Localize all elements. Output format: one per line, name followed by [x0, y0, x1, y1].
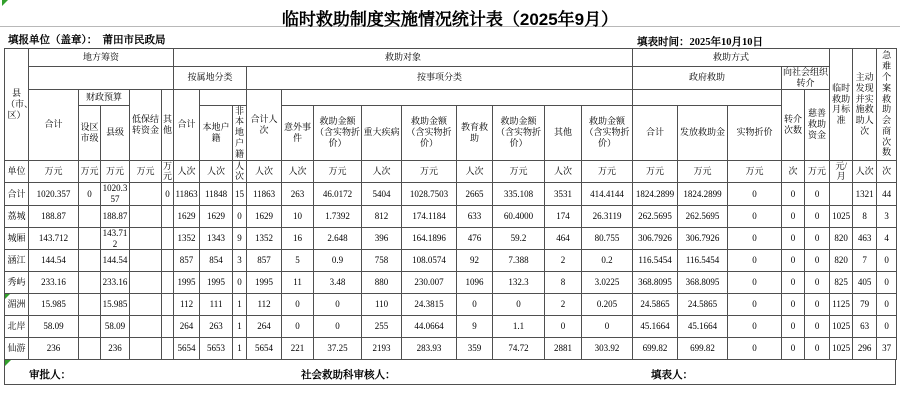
data-cell[interactable]: 0.2: [582, 250, 633, 272]
header-education[interactable]: 教育救助: [457, 105, 493, 160]
data-cell[interactable]: 1629: [174, 205, 200, 227]
data-cell[interactable]: 0: [728, 227, 782, 250]
data-cell[interactable]: [162, 316, 174, 338]
header-group-social-referral[interactable]: 向社会组织转介: [783, 67, 829, 88]
data-cell[interactable]: [162, 294, 174, 316]
data-cell[interactable]: 15.985: [101, 294, 130, 316]
data-cell[interactable]: 116.5454: [678, 250, 728, 272]
data-cell[interactable]: 5654: [247, 338, 282, 360]
data-cell[interactable]: 37.25: [314, 338, 362, 360]
data-cell[interactable]: 188.87: [29, 205, 79, 227]
fill-date-label: 填表时间：: [637, 37, 690, 48]
unit-cell[interactable]: 万元: [314, 160, 362, 183]
data-cell[interactable]: 633: [457, 205, 493, 227]
unit-cell[interactable]: 人次: [200, 160, 233, 183]
data-cell[interactable]: 0.205: [582, 294, 633, 316]
data-cell[interactable]: [130, 294, 162, 316]
header-illness[interactable]: 重大疾病: [362, 105, 402, 160]
data-cell[interactable]: [79, 272, 101, 294]
header-case-meeting[interactable]: 急难个案救助会商次数: [877, 49, 897, 161]
data-cell[interactable]: 37: [877, 338, 897, 360]
data-cell[interactable]: 9: [457, 316, 493, 338]
data-cell[interactable]: 59.2: [493, 227, 545, 250]
data-cell[interactable]: 4: [877, 227, 897, 250]
data-cell[interactable]: 255: [362, 316, 402, 338]
data-cell[interactable]: 825: [830, 272, 853, 294]
data-cell[interactable]: 405: [853, 272, 877, 294]
table-row: [5, 272, 897, 294]
reporting-unit: [8, 32, 166, 47]
data-cell[interactable]: [130, 205, 162, 227]
data-cell[interactable]: 8: [545, 272, 582, 294]
unit-cell[interactable]: 人次: [233, 160, 247, 183]
table-row: [5, 250, 897, 272]
data-cell[interactable]: 11863: [247, 183, 282, 206]
row-label-cell[interactable]: 荔城: [5, 205, 29, 227]
data-cell[interactable]: 0: [805, 316, 830, 338]
data-cell[interactable]: 24.5865: [678, 294, 728, 316]
header-local-other[interactable]: 其他: [162, 89, 174, 160]
reviewer-label: 社会救助科审核人：: [301, 370, 396, 382]
data-cell[interactable]: 46.0172: [314, 183, 362, 206]
table-row: [5, 205, 897, 227]
data-cell[interactable]: 144.54: [29, 250, 79, 272]
unit-cell[interactable]: 万元: [805, 160, 830, 183]
unit-cell[interactable]: 万元: [163, 160, 173, 182]
data-cell[interactable]: 11848: [200, 183, 233, 206]
data-cell[interactable]: 74.72: [493, 338, 545, 360]
header-item-other[interactable]: 其他: [545, 105, 582, 160]
data-cell[interactable]: [162, 250, 174, 272]
data-cell[interactable]: [130, 183, 162, 206]
header-place-total[interactable]: 合计: [174, 89, 200, 160]
preparer-label: 填表人：: [651, 370, 693, 382]
unit-cell[interactable]: 次: [877, 160, 897, 183]
data-cell[interactable]: 144.54: [101, 250, 130, 272]
data-cell[interactable]: [162, 272, 174, 294]
header-city-level[interactable]: 设区市级: [79, 105, 101, 160]
data-cell[interactable]: 1025: [830, 338, 853, 360]
data-cell[interactable]: 0: [233, 272, 247, 294]
data-cell[interactable]: [162, 338, 174, 360]
data-cell[interactable]: 79: [853, 294, 877, 316]
data-cell[interactable]: 368.8095: [633, 272, 678, 294]
data-cell[interactable]: 1995: [174, 272, 200, 294]
data-cell[interactable]: 296: [853, 338, 877, 360]
data-cell[interactable]: 1025: [830, 205, 853, 227]
data-cell[interactable]: 60.4000: [493, 205, 545, 227]
unit-cell[interactable]: 万元: [79, 160, 101, 183]
data-cell[interactable]: 1028.7503: [402, 183, 457, 206]
unit-cell[interactable]: 万元: [402, 160, 457, 183]
header-hukou-spacer[interactable]: [200, 89, 247, 105]
data-cell[interactable]: 0: [782, 205, 805, 227]
header-group-local-funding[interactable]: 地方筹资: [29, 49, 174, 67]
meta-row: [0, 27, 900, 48]
unit-cell[interactable]: 人次: [247, 160, 282, 183]
data-cell[interactable]: 2193: [362, 338, 402, 360]
data-cell[interactable]: 11863: [174, 183, 200, 206]
data-cell[interactable]: 0: [314, 294, 362, 316]
unit-cell[interactable]: 人次: [545, 160, 582, 183]
data-cell[interactable]: 699.82: [633, 338, 678, 360]
header-accident-amount[interactable]: 救助金额（含实物折价）: [314, 105, 362, 160]
data-cell[interactable]: 0: [782, 272, 805, 294]
data-cell[interactable]: [162, 227, 174, 250]
header-by-item-spacer[interactable]: [282, 89, 633, 105]
data-cell[interactable]: 7.388: [493, 250, 545, 272]
data-cell[interactable]: 0: [782, 338, 805, 360]
table-body: [5, 183, 897, 360]
header-region-col[interactable]: 县（市、区）: [5, 49, 29, 161]
data-cell[interactable]: 0: [314, 316, 362, 338]
data-cell[interactable]: 16: [282, 227, 314, 250]
data-cell[interactable]: 1020.357: [29, 183, 79, 206]
data-cell[interactable]: 820: [830, 227, 853, 250]
data-cell[interactable]: 812: [362, 205, 402, 227]
data-cell[interactable]: 880: [362, 272, 402, 294]
data-cell[interactable]: 3.48: [314, 272, 362, 294]
header-illness-amount[interactable]: 救助金额（含实物折价）: [402, 105, 457, 160]
data-cell[interactable]: 108.0574: [402, 250, 457, 272]
data-cell[interactable]: 1: [233, 338, 247, 360]
data-cell[interactable]: 143.712: [29, 227, 79, 250]
row-label-cell[interactable]: 北岸: [5, 316, 29, 338]
units-row: [5, 160, 897, 183]
data-cell[interactable]: 0: [877, 272, 897, 294]
approver-label: 审批人：: [29, 370, 71, 382]
data-cell[interactable]: [130, 272, 162, 294]
data-cell[interactable]: 1125: [830, 294, 853, 316]
header-monthly-standard[interactable]: 临时救助月标准: [830, 49, 853, 161]
data-cell[interactable]: 0: [457, 294, 493, 316]
data-cell[interactable]: 0: [805, 272, 830, 294]
header-other-amount[interactable]: 救助金额（含实物折价）: [582, 105, 633, 160]
unit-cell[interactable]: 万元: [130, 160, 162, 183]
unit-cell[interactable]: 人次: [362, 160, 402, 183]
data-cell[interactable]: 1343: [200, 227, 233, 250]
data-cell[interactable]: 1352: [247, 227, 282, 250]
header-proactive-rescue[interactable]: 主动发现并实施救助人次: [853, 49, 877, 161]
data-cell[interactable]: 0: [805, 227, 830, 250]
header-nonlocal-hukou[interactable]: 非本地户籍: [233, 105, 247, 160]
data-cell[interactable]: 233.16: [29, 272, 79, 294]
data-cell[interactable]: 0: [782, 227, 805, 250]
data-cell[interactable]: 44: [877, 183, 897, 206]
header-education-amount[interactable]: 救助金额（含实物折价）: [493, 105, 545, 160]
header-dibao-fund[interactable]: 低保结转资金: [130, 89, 162, 160]
data-cell[interactable]: 264: [247, 316, 282, 338]
data-cell[interactable]: [79, 294, 101, 316]
data-cell[interactable]: 0: [782, 250, 805, 272]
data-cell[interactable]: 0: [728, 250, 782, 272]
data-cell[interactable]: 236: [29, 338, 79, 360]
signature-row: [4, 360, 896, 385]
data-cell[interactable]: 359: [457, 338, 493, 360]
data-cell[interactable]: 857: [174, 250, 200, 272]
data-cell[interactable]: 1629: [247, 205, 282, 227]
row-label-cell[interactable]: 城厢: [5, 227, 29, 250]
unit-cell[interactable]: 万元: [101, 160, 130, 183]
reporting-unit-value: 莆田市民政局: [102, 35, 166, 46]
data-cell[interactable]: 1.1: [493, 316, 545, 338]
data-cell[interactable]: 0: [282, 316, 314, 338]
data-cell[interactable]: 92: [457, 250, 493, 272]
data-cell[interactable]: 15: [233, 183, 247, 206]
data-cell[interactable]: 0: [545, 316, 582, 338]
data-cell[interactable]: 476: [457, 227, 493, 250]
data-cell[interactable]: 0: [782, 183, 805, 206]
header-charity-fund[interactable]: 慈善救助资金: [805, 89, 830, 160]
row-label-cell[interactable]: 秀屿: [5, 272, 29, 294]
unit-cell[interactable]: 人次: [457, 160, 493, 183]
unit-cell[interactable]: 元/月: [830, 160, 853, 183]
unit-cell[interactable]: 万元: [493, 160, 545, 183]
data-cell[interactable]: 1096: [457, 272, 493, 294]
data-cell[interactable]: 15.985: [29, 294, 79, 316]
data-cell[interactable]: [130, 316, 162, 338]
data-cell[interactable]: 24.3815: [402, 294, 457, 316]
data-cell[interactable]: 0: [877, 316, 897, 338]
data-cell[interactable]: 758: [362, 250, 402, 272]
data-cell[interactable]: 0: [877, 294, 897, 316]
data-cell[interactable]: 1995: [247, 272, 282, 294]
data-cell[interactable]: 9: [233, 227, 247, 250]
header-total-visits[interactable]: 合计人次: [247, 89, 282, 160]
data-cell[interactable]: 26.3119: [582, 205, 633, 227]
data-cell[interactable]: 1025: [830, 316, 853, 338]
data-cell[interactable]: 2881: [545, 338, 582, 360]
data-cell[interactable]: 188.87: [101, 205, 130, 227]
data-cell[interactable]: 174.1184: [402, 205, 457, 227]
data-cell[interactable]: 0: [805, 294, 830, 316]
data-cell[interactable]: 820: [830, 250, 853, 272]
data-cell[interactable]: 1995: [200, 272, 233, 294]
data-cell[interactable]: 1: [233, 316, 247, 338]
data-cell[interactable]: 335.108: [493, 183, 545, 206]
header-local-hukou[interactable]: 本地户籍: [200, 105, 233, 160]
data-cell[interactable]: 143.712: [101, 227, 130, 250]
data-cell[interactable]: [130, 338, 162, 360]
header-local-total[interactable]: 合计: [29, 89, 79, 160]
data-cell[interactable]: [130, 227, 162, 250]
data-cell[interactable]: 306.7926: [633, 227, 678, 250]
data-cell[interactable]: 0: [79, 183, 101, 206]
header-group-fiscal-budget[interactable]: 财政预算: [79, 89, 130, 105]
data-cell[interactable]: 112: [174, 294, 200, 316]
row-label-cell[interactable]: 仙游: [5, 338, 29, 360]
data-cell[interactable]: 857: [247, 250, 282, 272]
data-cell[interactable]: 0: [582, 316, 633, 338]
cell-flag-icon: [5, 360, 11, 366]
data-cell[interactable]: 262.5695: [678, 205, 728, 227]
data-cell[interactable]: 0: [877, 250, 897, 272]
data-cell[interactable]: 1: [233, 294, 247, 316]
data-cell[interactable]: 24.5865: [633, 294, 678, 316]
page-title: 临时救助制度实施情况统计表（2025年9月）: [0, 0, 900, 27]
unit-cell[interactable]: 人次: [174, 160, 200, 183]
data-cell[interactable]: [79, 250, 101, 272]
data-cell[interactable]: 0: [162, 183, 174, 206]
table-row: [5, 183, 897, 206]
header-inkind[interactable]: 实物折价: [728, 105, 782, 160]
data-cell[interactable]: 10: [282, 205, 314, 227]
data-cell[interactable]: 1020.357: [101, 183, 130, 206]
data-cell[interactable]: 132.3: [493, 272, 545, 294]
header-referral-count[interactable]: 转介次数: [782, 89, 805, 160]
unit-cell[interactable]: 万元: [728, 160, 782, 183]
header-county-level[interactable]: 县级: [101, 105, 130, 160]
cell-flag-icon: [2, 0, 8, 6]
header-grant-money[interactable]: 发放救助金: [678, 105, 728, 160]
data-cell[interactable]: 1629: [200, 205, 233, 227]
data-cell[interactable]: 2.648: [314, 227, 362, 250]
row-label-cell[interactable]: 湄洲: [5, 294, 29, 316]
data-cell[interactable]: 7: [853, 250, 877, 272]
data-cell[interactable]: 5404: [362, 183, 402, 206]
data-cell[interactable]: 0: [805, 205, 830, 227]
data-cell[interactable]: 306.7926: [678, 227, 728, 250]
data-cell[interactable]: 111: [200, 294, 233, 316]
header-accident[interactable]: 意外事件: [282, 105, 314, 160]
data-cell[interactable]: 0: [493, 294, 545, 316]
reporting-unit-label: 填报单位（盖章）：: [8, 35, 98, 46]
row-label-cell[interactable]: 合计: [5, 183, 29, 206]
data-cell[interactable]: 283.93: [402, 338, 457, 360]
data-cell[interactable]: 264: [174, 316, 200, 338]
data-cell[interactable]: 464: [545, 227, 582, 250]
data-cell[interactable]: 414.4144: [582, 183, 633, 206]
header-group-by-place[interactable]: 按属地分类: [174, 67, 247, 90]
data-cell[interactable]: 1352: [174, 227, 200, 250]
fill-date: [637, 34, 763, 49]
data-cell[interactable]: 263: [200, 316, 233, 338]
data-cell[interactable]: 1.7392: [314, 205, 362, 227]
data-cell[interactable]: 164.1896: [402, 227, 457, 250]
data-cell[interactable]: 0: [728, 205, 782, 227]
header-gov-total[interactable]: 合计: [633, 105, 678, 160]
data-cell[interactable]: 0: [282, 294, 314, 316]
data-cell[interactable]: 1824.2899: [633, 183, 678, 206]
unit-cell[interactable]: 人次: [282, 160, 314, 183]
data-cell[interactable]: [79, 316, 101, 338]
unit-cell[interactable]: 次: [782, 160, 805, 183]
data-cell[interactable]: 262.5695: [633, 205, 678, 227]
table-row: [5, 316, 897, 338]
table-row: [5, 227, 897, 250]
data-cell[interactable]: 8: [853, 205, 877, 227]
unit-cell[interactable]: 万元: [633, 160, 678, 183]
data-cell[interactable]: 263: [282, 183, 314, 206]
data-cell[interactable]: 230.007: [402, 272, 457, 294]
data-cell[interactable]: 0: [805, 250, 830, 272]
data-cell[interactable]: 854: [200, 250, 233, 272]
data-cell[interactable]: [130, 250, 162, 272]
data-cell[interactable]: 0: [805, 338, 830, 360]
data-cell[interactable]: [162, 205, 174, 227]
data-cell[interactable]: 303.92: [582, 338, 633, 360]
unit-cell[interactable]: 万元: [582, 160, 633, 183]
data-cell[interactable]: 0: [782, 294, 805, 316]
data-cell[interactable]: [79, 338, 101, 360]
data-cell[interactable]: 3531: [545, 183, 582, 206]
data-cell[interactable]: 174: [545, 205, 582, 227]
header-group-by-item[interactable]: 按事项分类: [247, 67, 633, 90]
data-cell[interactable]: 236: [101, 338, 130, 360]
data-cell[interactable]: 396: [362, 227, 402, 250]
data-cell[interactable]: 2: [545, 250, 582, 272]
data-cell[interactable]: 0: [233, 205, 247, 227]
unit-cell[interactable]: 人次: [853, 160, 877, 183]
header-group-aid-methods[interactable]: 救助方式: [633, 49, 830, 67]
data-cell[interactable]: 5653: [200, 338, 233, 360]
data-cell[interactable]: [79, 205, 101, 227]
data-cell[interactable]: 368.8095: [678, 272, 728, 294]
header-local-funding-spacer[interactable]: [29, 67, 174, 90]
data-cell[interactable]: [830, 183, 853, 206]
data-cell[interactable]: 116.5454: [633, 250, 678, 272]
data-cell[interactable]: 110: [362, 294, 402, 316]
data-cell[interactable]: 2: [545, 294, 582, 316]
table-row: [5, 338, 897, 360]
data-cell[interactable]: 0: [782, 316, 805, 338]
data-cell[interactable]: 699.82: [678, 338, 728, 360]
data-cell[interactable]: 1321: [853, 183, 877, 206]
data-cell[interactable]: 0.9: [314, 250, 362, 272]
data-cell[interactable]: 112: [247, 294, 282, 316]
data-cell[interactable]: 5: [282, 250, 314, 272]
data-cell[interactable]: 0: [728, 338, 782, 360]
table-row: [5, 294, 897, 316]
data-cell[interactable]: 233.16: [101, 272, 130, 294]
fill-date-value: 2025年10月10日: [689, 37, 763, 48]
unit-cell[interactable]: 万元: [678, 160, 728, 183]
data-cell[interactable]: 58.09: [29, 316, 79, 338]
data-cell[interactable]: 45.1664: [633, 316, 678, 338]
data-cell[interactable]: 0: [728, 316, 782, 338]
data-cell[interactable]: [79, 227, 101, 250]
data-cell[interactable]: 80.755: [582, 227, 633, 250]
data-cell[interactable]: 0: [728, 294, 782, 316]
data-cell[interactable]: 0: [728, 272, 782, 294]
data-cell[interactable]: 45.1664: [678, 316, 728, 338]
data-cell[interactable]: 3: [877, 205, 897, 227]
data-cell[interactable]: 221: [282, 338, 314, 360]
header-group-aid-targets[interactable]: 救助对象: [174, 49, 633, 67]
data-cell[interactable]: 11: [282, 272, 314, 294]
data-cell[interactable]: 0: [728, 183, 782, 206]
data-cell[interactable]: 2665: [457, 183, 493, 206]
data-cell[interactable]: 58.09: [101, 316, 130, 338]
data-cell[interactable]: 63: [853, 316, 877, 338]
header-gov-aid-spacer[interactable]: [633, 89, 782, 105]
data-cell[interactable]: 3.0225: [582, 272, 633, 294]
data-cell[interactable]: 44.0664: [402, 316, 457, 338]
data-cell[interactable]: 0: [805, 183, 830, 206]
header-group-gov-aid[interactable]: 政府救助: [633, 67, 782, 90]
data-cell[interactable]: 3: [233, 250, 247, 272]
row-label-cell[interactable]: 涵江: [5, 250, 29, 272]
data-cell[interactable]: 5654: [174, 338, 200, 360]
data-cell[interactable]: 1824.2899: [678, 183, 728, 206]
statistics-table: [4, 48, 897, 360]
unit-row-label[interactable]: 单位: [5, 160, 29, 183]
unit-cell[interactable]: 万元: [29, 160, 79, 183]
data-cell[interactable]: 463: [853, 227, 877, 250]
